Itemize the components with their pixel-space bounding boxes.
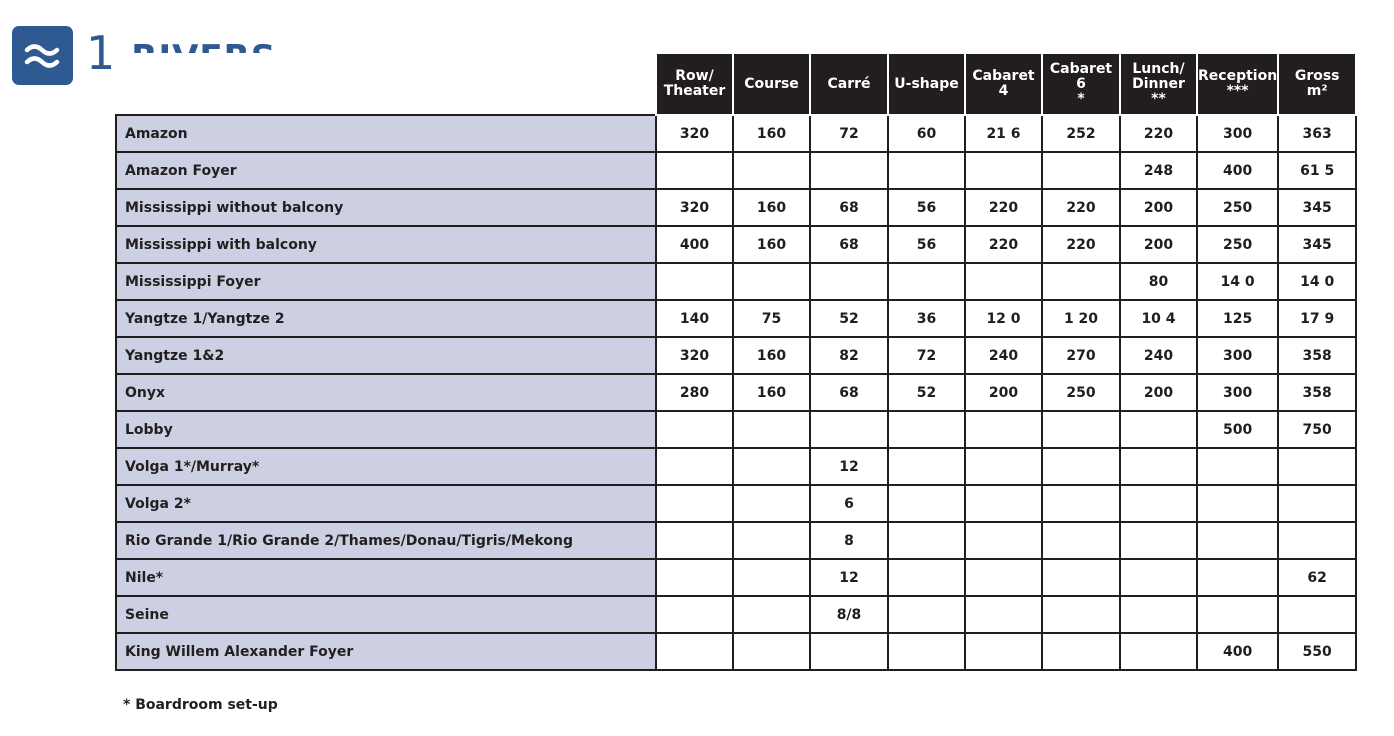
capacity-cell: 220 [965, 189, 1042, 226]
capacity-cell [1278, 485, 1356, 522]
capacity-cell [1197, 522, 1278, 559]
footnote: * Boardroom set-up [123, 697, 278, 713]
room-name: Yangtze 1&2 [116, 337, 656, 374]
capacity-cell: 72 [888, 337, 965, 374]
capacity-cell [888, 448, 965, 485]
table-row [116, 263, 1356, 300]
capacity-cell: 320 [656, 115, 733, 152]
capacity-cell: 240 [965, 337, 1042, 374]
capacity-cell: 8 [810, 522, 888, 559]
column-header-line: ** [1151, 90, 1166, 107]
capacity-cell [1042, 263, 1120, 300]
room-name: Onyx [116, 374, 656, 411]
room-name: Rio Grande 1/Rio Grande 2/Thames/Donau/Tigris/Mekong [116, 522, 656, 559]
capacity-cell: 125 [1197, 300, 1278, 337]
capacity-cell: 68 [810, 226, 888, 263]
capacity-cell: 750 [1278, 411, 1356, 448]
table-row [116, 300, 1356, 337]
capacity-cell: 270 [1042, 337, 1120, 374]
column-header-line: Cabaret 6 [1049, 60, 1113, 92]
capacity-cell: 345 [1278, 226, 1356, 263]
capacity-cell [1042, 485, 1120, 522]
capacity-cell [1042, 411, 1120, 448]
room-name: Amazon [116, 115, 656, 152]
capacity-cell [1278, 522, 1356, 559]
capacity-cell: 12 [810, 559, 888, 596]
capacity-cell [888, 263, 965, 300]
column-header [1197, 53, 1278, 115]
capacity-cell [733, 152, 810, 189]
table-row [116, 596, 1356, 633]
capacity-cell: 10 4 [1120, 300, 1197, 337]
capacity-cell [1042, 596, 1120, 633]
capacity-cell [733, 559, 810, 596]
capacity-cell: 62 [1278, 559, 1356, 596]
capacity-cell: 345 [1278, 189, 1356, 226]
capacity-cell [965, 263, 1042, 300]
capacity-cell: 14 0 [1278, 263, 1356, 300]
header-row [116, 53, 1356, 115]
capacity-cell [965, 411, 1042, 448]
column-header [656, 53, 733, 115]
capacity-cell [888, 596, 965, 633]
column-header [965, 53, 1042, 115]
capacity-cell [733, 485, 810, 522]
capacity-cell [1120, 411, 1197, 448]
capacity-cell [733, 522, 810, 559]
capacity-cell [733, 633, 810, 670]
capacity-cell [656, 485, 733, 522]
capacity-cell: 68 [810, 374, 888, 411]
capacity-cell [733, 448, 810, 485]
capacity-cell [888, 559, 965, 596]
capacity-cell: 17 9 [1278, 300, 1356, 337]
capacity-cell: 6 [810, 485, 888, 522]
capacity-cell: 200 [965, 374, 1042, 411]
capacity-cell [1120, 522, 1197, 559]
column-header-line: * [1077, 90, 1085, 107]
capacity-cell: 52 [810, 300, 888, 337]
capacity-table-wrapper [115, 52, 1357, 671]
capacity-cell [656, 152, 733, 189]
capacity-cell: 61 5 [1278, 152, 1356, 189]
capacity-cell: 160 [733, 226, 810, 263]
capacity-cell: 80 [1120, 263, 1197, 300]
capacity-cell [656, 448, 733, 485]
capacity-cell: 250 [1042, 374, 1120, 411]
column-header-line: *** [1226, 83, 1249, 99]
capacity-cell: 300 [1197, 374, 1278, 411]
capacity-cell: 500 [1197, 411, 1278, 448]
capacity-cell: 220 [965, 226, 1042, 263]
logo [12, 26, 73, 85]
capacity-cell [965, 485, 1042, 522]
table-row [116, 448, 1356, 485]
capacity-cell: 160 [733, 115, 810, 152]
capacity-cell [1197, 559, 1278, 596]
title-number: 1 [86, 26, 116, 80]
column-header-line: Reception [1198, 68, 1278, 84]
capacity-cell: 250 [1197, 189, 1278, 226]
capacity-cell: 60 [888, 115, 965, 152]
capacity-cell: 160 [733, 337, 810, 374]
column-header-line: Cabaret 4 [972, 68, 1035, 99]
capacity-cell: 220 [1042, 189, 1120, 226]
capacity-cell [888, 152, 965, 189]
room-name: Seine [116, 596, 656, 633]
capacity-cell [656, 596, 733, 633]
capacity-cell: 1 20 [1042, 300, 1120, 337]
table-row [116, 411, 1356, 448]
capacity-cell: 68 [810, 189, 888, 226]
capacity-cell: 400 [656, 226, 733, 263]
column-header-line: Carré [827, 75, 871, 92]
capacity-cell: 320 [656, 337, 733, 374]
column-header-line: Lunch/ [1132, 60, 1185, 77]
capacity-cell [810, 633, 888, 670]
capacity-cell [1197, 448, 1278, 485]
table-row [116, 485, 1356, 522]
capacity-cell [810, 152, 888, 189]
table-row [116, 115, 1356, 152]
capacity-cell [1120, 485, 1197, 522]
capacity-cell: 250 [1197, 226, 1278, 263]
capacity-cell: 8/8 [810, 596, 888, 633]
column-header-line: m² [1306, 83, 1328, 99]
capacity-cell [1278, 448, 1356, 485]
capacity-cell [656, 263, 733, 300]
capacity-cell [965, 152, 1042, 189]
capacity-cell: 12 0 [965, 300, 1042, 337]
waves-icon [12, 26, 73, 85]
capacity-cell: 400 [1197, 152, 1278, 189]
capacity-cell [1120, 596, 1197, 633]
table-row [116, 189, 1356, 226]
capacity-cell: 363 [1278, 115, 1356, 152]
capacity-cell [965, 522, 1042, 559]
capacity-cell: 200 [1120, 226, 1197, 263]
capacity-cell [965, 559, 1042, 596]
column-header [1120, 53, 1197, 115]
column-header [733, 53, 810, 115]
capacity-cell [888, 485, 965, 522]
capacity-cell: 550 [1278, 633, 1356, 670]
capacity-cell [733, 263, 810, 300]
column-header [810, 53, 888, 115]
capacity-cell [1120, 633, 1197, 670]
capacity-cell [1042, 448, 1120, 485]
capacity-cell: 12 [810, 448, 888, 485]
capacity-cell [1042, 522, 1120, 559]
capacity-cell [1042, 559, 1120, 596]
room-name: Yangtze 1/Yangtze 2 [116, 300, 656, 337]
capacity-cell [1197, 596, 1278, 633]
capacity-cell: 75 [733, 300, 810, 337]
capacity-cell [1042, 633, 1120, 670]
capacity-cell: 200 [1120, 189, 1197, 226]
capacity-cell [965, 596, 1042, 633]
capacity-cell [810, 263, 888, 300]
capacity-cell [1042, 152, 1120, 189]
capacity-cell: 140 [656, 300, 733, 337]
capacity-cell: 36 [888, 300, 965, 337]
capacity-cell [1120, 448, 1197, 485]
capacity-cell: 248 [1120, 152, 1197, 189]
capacity-cell: 300 [1197, 115, 1278, 152]
column-header-line: Dinner [1132, 75, 1185, 92]
capacity-cell: 160 [733, 189, 810, 226]
room-name: Mississippi with balcony [116, 226, 656, 263]
table-row [116, 374, 1356, 411]
capacity-cell [888, 411, 965, 448]
table-body [116, 115, 1356, 670]
capacity-cell: 200 [1120, 374, 1197, 411]
capacity-cell: 220 [1120, 115, 1197, 152]
header-corner [116, 53, 656, 115]
capacity-cell: 82 [810, 337, 888, 374]
capacity-cell [1120, 559, 1197, 596]
capacity-cell [810, 411, 888, 448]
capacity-cell [888, 633, 965, 670]
capacity-cell: 14 0 [1197, 263, 1278, 300]
capacity-cell: 72 [810, 115, 888, 152]
column-header [1042, 53, 1120, 115]
capacity-cell: 56 [888, 189, 965, 226]
room-name: King Willem Alexander Foyer [116, 633, 656, 670]
capacity-cell [1197, 485, 1278, 522]
room-name: Volga 2* [116, 485, 656, 522]
capacity-cell [733, 411, 810, 448]
room-name: Amazon Foyer [116, 152, 656, 189]
capacity-cell: 160 [733, 374, 810, 411]
table-row [116, 633, 1356, 670]
capacity-cell [656, 559, 733, 596]
room-name: Mississippi without balcony [116, 189, 656, 226]
room-name: Lobby [116, 411, 656, 448]
capacity-cell: 220 [1042, 226, 1120, 263]
table-row [116, 226, 1356, 263]
column-header-line: Theater [663, 83, 726, 99]
column-header [1278, 53, 1356, 115]
column-header-line: Course [744, 75, 799, 92]
capacity-cell: 358 [1278, 337, 1356, 374]
table-row [116, 337, 1356, 374]
capacity-cell [888, 522, 965, 559]
room-name: Volga 1*/Murray* [116, 448, 656, 485]
capacity-cell: 300 [1197, 337, 1278, 374]
column-header-line: Row/ [675, 68, 714, 84]
capacity-cell [733, 596, 810, 633]
capacity-cell [656, 411, 733, 448]
capacity-cell [656, 522, 733, 559]
capacity-cell [1278, 596, 1356, 633]
capacity-cell [656, 633, 733, 670]
capacity-cell: 21 6 [965, 115, 1042, 152]
capacity-cell: 358 [1278, 374, 1356, 411]
capacity-cell: 240 [1120, 337, 1197, 374]
capacity-cell [965, 448, 1042, 485]
capacity-table [115, 52, 1357, 671]
room-name: Mississippi Foyer [116, 263, 656, 300]
capacity-cell: 280 [656, 374, 733, 411]
capacity-cell [965, 633, 1042, 670]
column-header [888, 53, 965, 115]
column-header-line: U-shape [894, 75, 959, 92]
capacity-cell: 56 [888, 226, 965, 263]
capacity-cell: 52 [888, 374, 965, 411]
capacity-cell: 400 [1197, 633, 1278, 670]
table-row [116, 559, 1356, 596]
column-header-line: Gross [1294, 68, 1340, 84]
table-row [116, 152, 1356, 189]
capacity-cell: 320 [656, 189, 733, 226]
capacity-cell: 252 [1042, 115, 1120, 152]
table-row [116, 522, 1356, 559]
room-name: Nile* [116, 559, 656, 596]
